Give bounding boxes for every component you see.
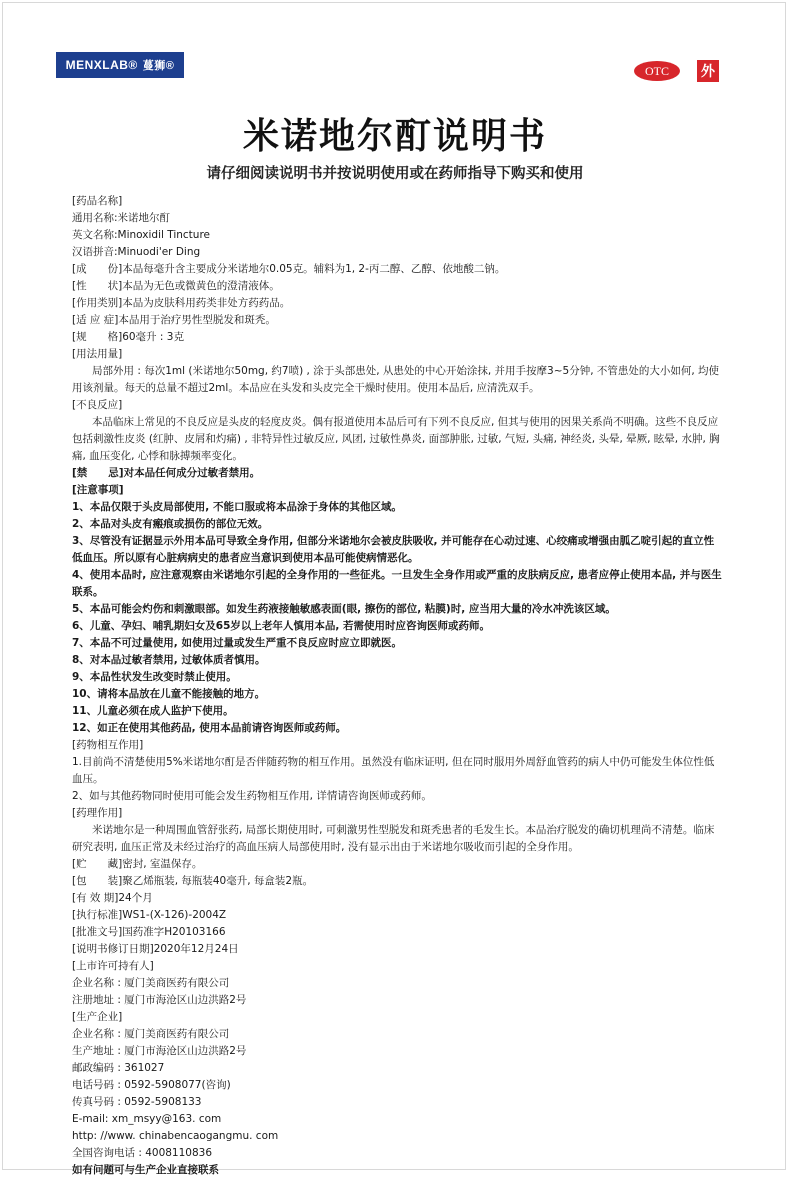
pharmacology-heading: [药理作用]: [72, 807, 123, 819]
interaction-item: 2、如与其他药物同时使用可能会发生药物相互作用, 详情请咨询医师或药师。: [72, 790, 432, 802]
page-title: 米诺地尔酊说明书: [242, 116, 547, 157]
adverse-text: 本品临床上常见的不良反应是头皮的轻度皮炎。偶有报道使用本品后可有下列不良反应, 但其与使用的因果关系尚不明确。这些不良反应包括刺激性皮炎 (红肿、皮屑和灼痛) , 非特异性过敏反应, 风团, 过敏性鼻炎, 面部肿胀, 过敏, 气短, 头痛, 神经炎, 头晕, 晕厥, 眩晕, 水肿, 胸痛, 血压变化, 心悸和脉搏频率变化。: [72, 416, 720, 462]
holder-heading: [上市许可持有人]: [72, 960, 154, 972]
precautions-heading: [注意事项]: [72, 484, 124, 496]
website: http: //www. chinabencaogangmu. com: [72, 1130, 279, 1142]
brand-logo: [56, 52, 184, 78]
precaution-item: 11、儿童必须在成人监护下使用。: [72, 705, 234, 717]
email: E-mail: xm_msyy@163. com: [72, 1113, 222, 1125]
manufacturer-name: 企业名称 : 厦门美商医药有限公司: [72, 1028, 230, 1040]
composition: [成 份]本品每毫升含主要成分米诺地尔0.05克。辅料为1, 2-丙二醇、乙醇、依地酸二钠。: [72, 263, 506, 275]
precaution-item: 3、尽管没有证据显示外用本品可导致全身作用, 但部分米诺地尔会被皮肤吸收, 并可能存在心动过速、心绞痛或增强由胍乙啶引起的直立性低血压。所以原有心脏病病史的患者应当意识到使用本品可能使病情恶化。: [72, 535, 715, 564]
precaution-item: 2、本品对头皮有瘢痕或损伤的部位无效。: [72, 518, 269, 530]
standard: [执行标准]WS1-(X-126)-2004Z: [72, 909, 227, 921]
brand-logo-cn: 蔓狮®: [142, 60, 175, 72]
fax-number: 传真号码 : 0592-5908133: [72, 1096, 202, 1108]
external-use-badge: 外: [697, 60, 719, 82]
interactions-heading: [药物相互作用]: [72, 739, 144, 751]
brand-logo-text: MENXLAB®: [65, 58, 138, 72]
hotline: 全国咨询电话 : 4008110836: [72, 1147, 213, 1159]
postcode: 邮政编码 : 361027: [72, 1062, 165, 1074]
page-subtitle: 请仔细阅读说明书并按说明使用或在药师指导下购买和使用: [206, 166, 584, 182]
specification: [规 格]60毫升 : 3克: [72, 331, 184, 343]
manufacturer-address: 生产地址 : 厦门市海沧区山边洪路2号: [72, 1045, 247, 1057]
leaflet-body: [72, 193, 722, 1179]
revision-date: [说明书修订日期]2020年12月24日: [72, 943, 239, 955]
pinyin-name: 汉语拼音:Minuodi'er Ding: [72, 246, 201, 258]
package: [包 装]聚乙烯瓶装, 每瓶装40毫升, 每盒装2瓶。: [72, 875, 314, 887]
precaution-item: 1、本品仅限于头皮局部使用, 不能口服或将本品涂于身体的其他区域。: [72, 501, 402, 513]
usage-text: 局部外用 : 每次1ml (米诺地尔50mg, 约7喷) , 涂于头部患处, 从患处的中心开始涂抹, 并用手按摩3~5分钟, 不管患处的大小如何, 均使用该剂量。每天的总量不超过2ml。本品应在头发和头皮完全干燥时使用。使用本品后, 应清洗双手。: [72, 365, 720, 394]
storage: [贮 藏]密封, 室温保存。: [72, 858, 203, 870]
validity: [有 效 期]24个月: [72, 892, 153, 904]
interaction-item: 1.目前尚不清楚使用5%米诺地尔酊是否伴随药物的相互作用。虽然没有临床证明, 但在同时服用外周舒血管药的病人中仍可能发生体位性低血压。: [72, 756, 715, 785]
drug-name-heading: [药品名称]: [72, 195, 123, 207]
appearance: [性 状]本品为无色或微黄色的澄清液体。: [72, 280, 280, 292]
indication: [适 应 症]本品用于治疗男性型脱发和斑秃。: [72, 314, 276, 326]
precaution-item: 10、请将本品放在儿童不能接触的地方。: [72, 688, 266, 700]
generic-name: 通用名称:米诺地尔酊: [72, 212, 171, 224]
precaution-item: 12、如正在使用其他药品, 使用本品前请咨询医师或药师。: [72, 722, 347, 734]
precaution-item: 6、儿童、孕妇、哺乳期妇女及65岁以上老年人慎用本品, 若需使用时应咨询医师或药师。: [72, 620, 491, 632]
holder-address: 注册地址 : 厦门市海沧区山边洪路2号: [72, 994, 247, 1006]
adverse-heading: [不良反应]: [72, 399, 123, 411]
precaution-item: 5、本品可能会灼伤和刺激眼部。如发生药液接触敏感表面(眼, 擦伤的部位, 粘膜)时, 应当用大量的冷水冲洗该区域。: [72, 603, 616, 615]
contraindication: [禁 忌]对本品任何成分过敏者禁用。: [72, 467, 261, 479]
category: [作用类别]本品为皮肤科用药类非处方药药品。: [72, 297, 291, 309]
usage-heading: [用法用量]: [72, 348, 123, 360]
precaution-item: 4、使用本品时, 应注意观察由米诺地尔引起的全身作用的一些征兆。一旦发生全身作用或严重的皮肤病反应, 患者应停止使用本品, 并与医生联系。: [72, 569, 722, 598]
approval-number: [批准文号]国药准字H20103166: [72, 926, 226, 938]
phone-number: 电话号码 : 0592-5908077(咨询): [72, 1079, 231, 1091]
otc-badge: OTC: [634, 61, 680, 81]
manufacturer-heading: [生产企业]: [72, 1011, 123, 1023]
holder-name: 企业名称 : 厦门美商医药有限公司: [72, 977, 230, 989]
precaution-item: 7、本品不可过量使用, 如使用过量或发生严重不良反应时应立即就医。: [72, 637, 402, 649]
precaution-item: 8、对本品过敏者禁用, 过敏体质者慎用。: [72, 654, 266, 666]
contact-note: 如有问题可与生产企业直接联系: [72, 1164, 219, 1176]
pharmacology-text: 米诺地尔是一种周围血管舒张药, 局部长期使用时, 可刺激男性型脱发和斑秃患者的毛发生长。本品治疗脱发的确切机理尚不清楚。临床研究表明, 血压正常及未经过治疗的高血压病人局部使用时, 没有显示出由于米诺地尔吸收而引起的全身作用。: [72, 824, 715, 853]
english-name: 英文名称:Minoxidil Tincture: [72, 229, 210, 241]
precaution-item: 9、本品性状发生改变时禁止使用。: [72, 671, 237, 683]
